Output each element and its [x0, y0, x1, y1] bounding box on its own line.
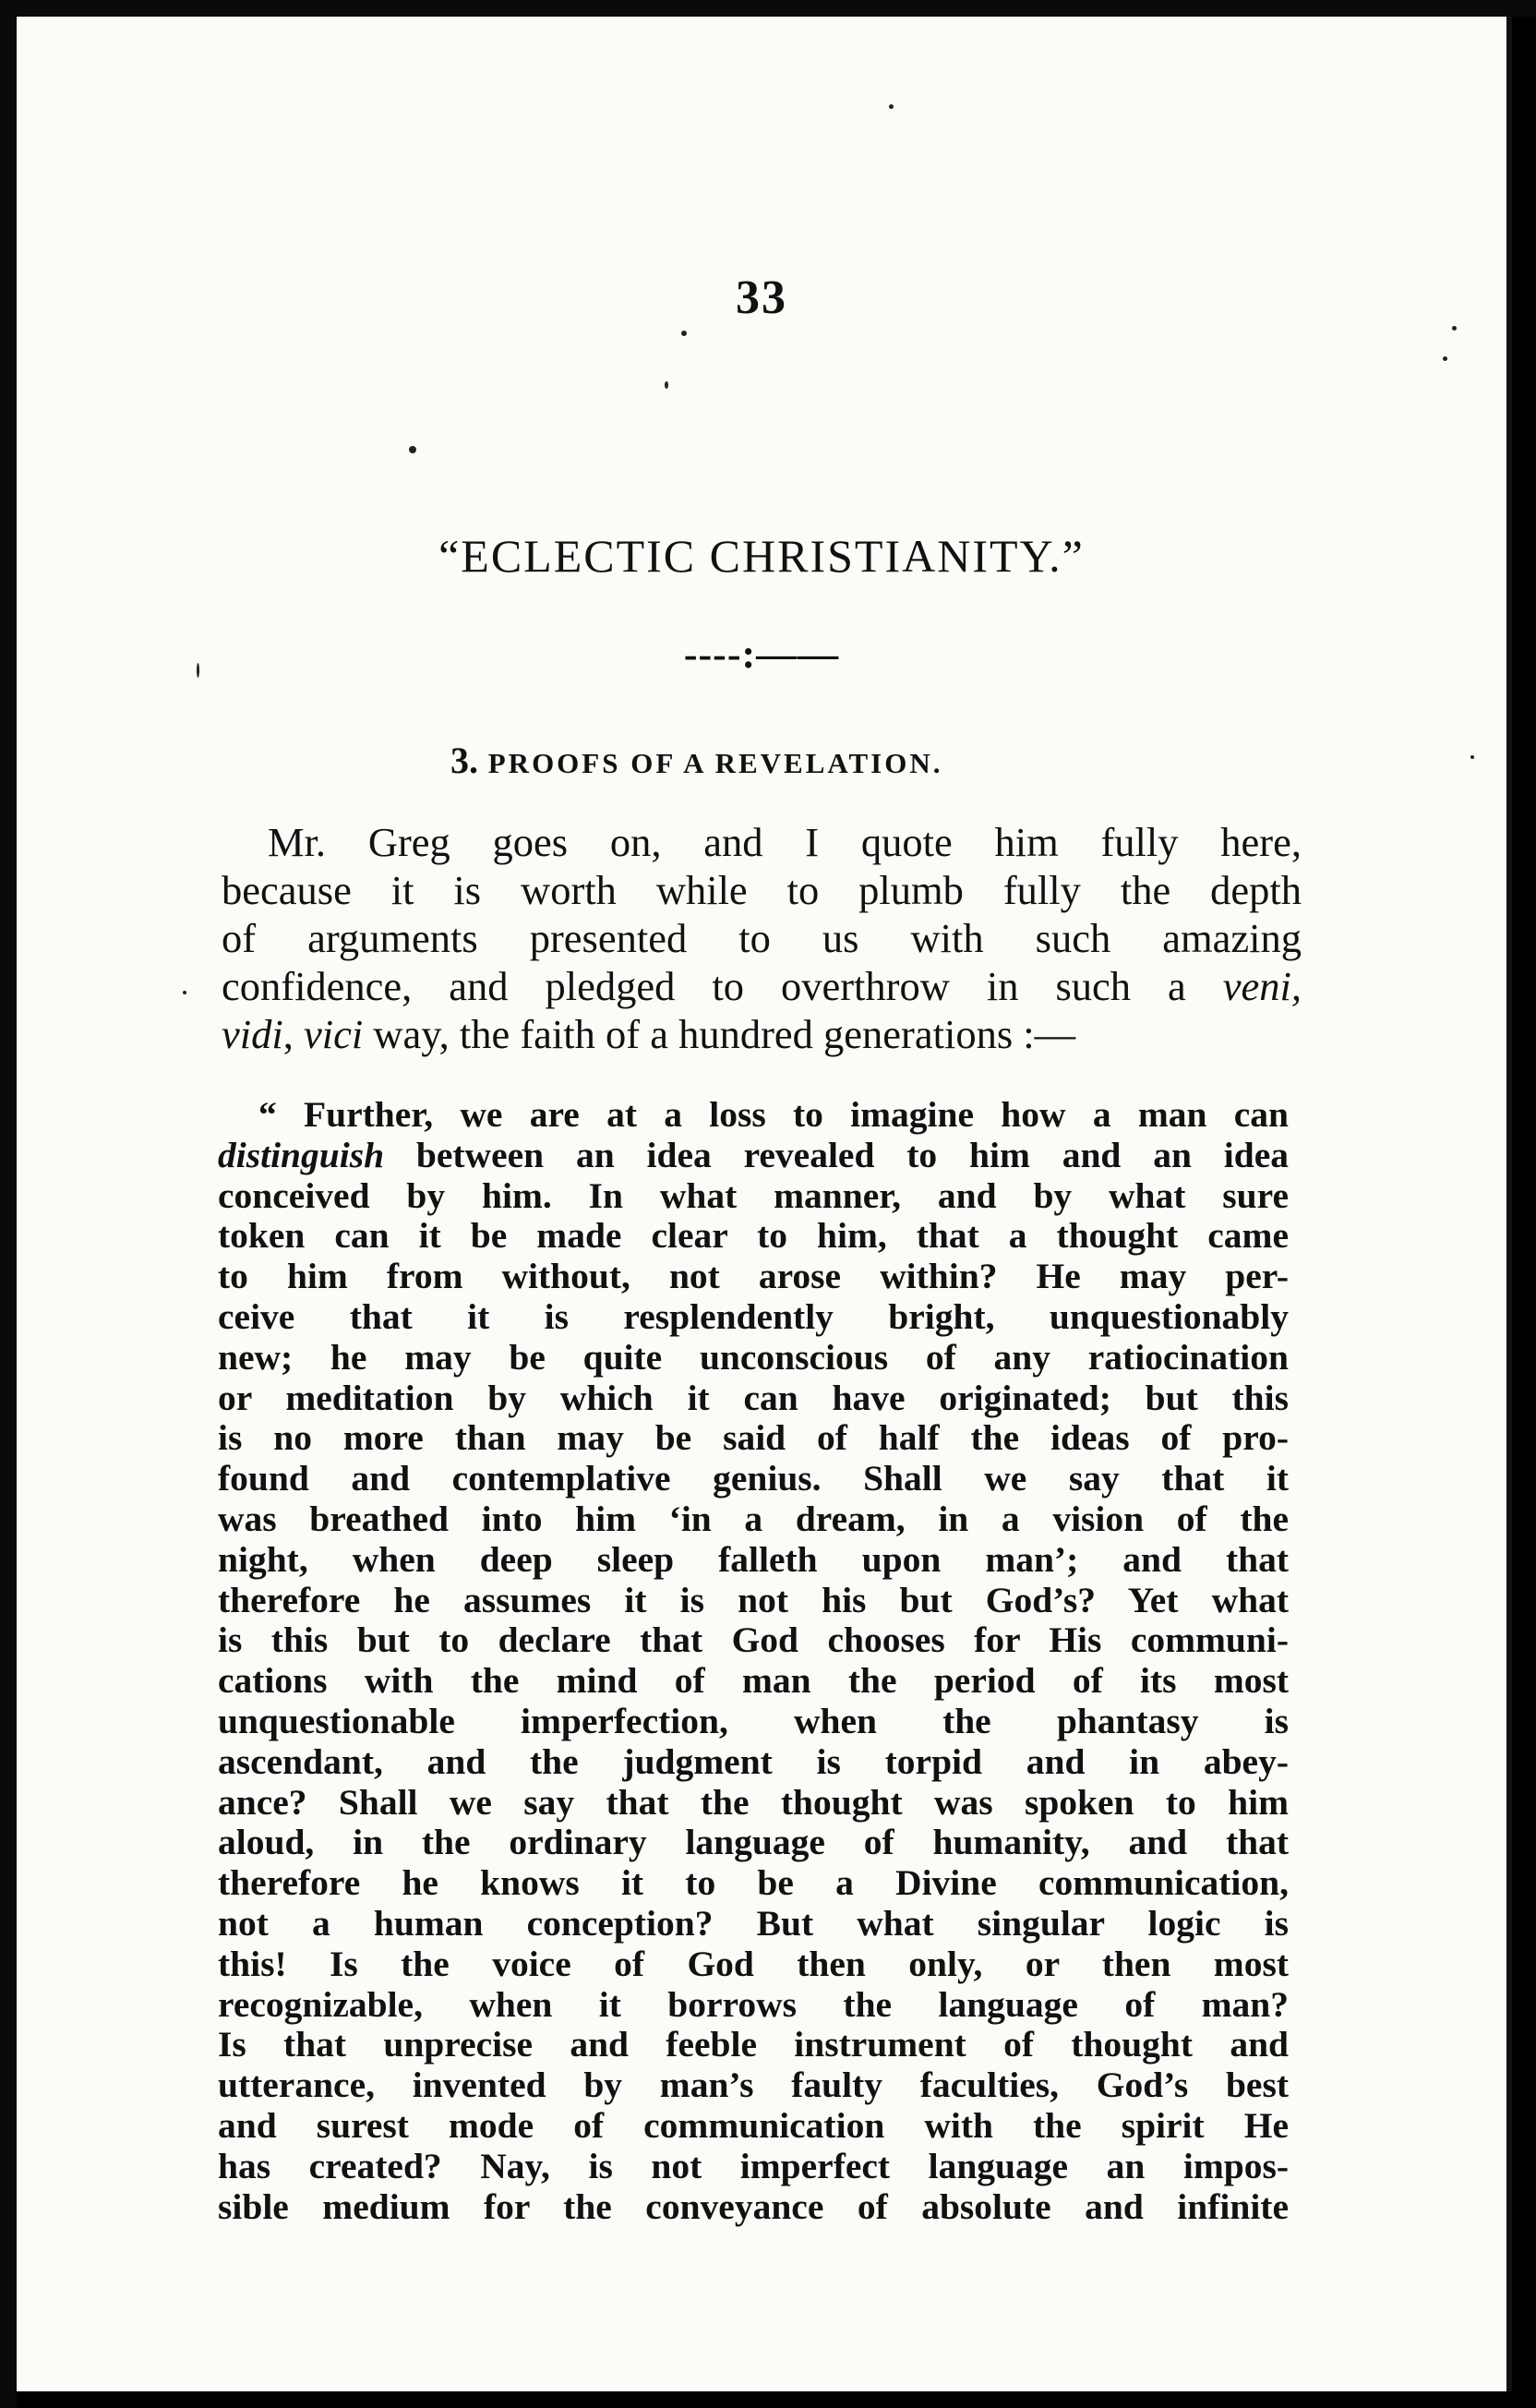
quote-line: found and contemplative genius. Shall we say that it	[218, 1458, 1289, 1499]
quote-line: therefore he knows it to be a Divine communication,	[218, 1862, 1289, 1904]
scan-speck	[665, 381, 668, 389]
quote-line: is this but to declare that God chooses for His communi-	[218, 1619, 1289, 1661]
section-title: PROOFS OF A REVELATION.	[487, 747, 943, 779]
intro-line	[222, 962, 1302, 1010]
quote-line: was breathed into him ‘in a dream, in a vision of the	[218, 1498, 1289, 1539]
quote-line: token can it be made clear to him, that a thought came	[218, 1215, 1289, 1257]
intro-line-text: confidence, and pledged to overthrow in such a	[222, 963, 1186, 1009]
scan-speck	[409, 446, 416, 453]
quote-line: unquestionable imperfection, when the phantasy is	[218, 1700, 1289, 1741]
quote-line: “ Further, we are at a loss to imagine how a man can	[258, 1094, 1289, 1135]
intro-paragraph	[222, 818, 1302, 1058]
quote-line: therefore he assumes it is not his but God’s? Yet what	[218, 1579, 1289, 1620]
quote-line-text: between an idea revealed to him and an idea	[415, 1134, 1290, 1175]
quote-line: to him from without, not arose within? He may per-	[218, 1256, 1289, 1297]
scan-border-left	[0, 0, 17, 2408]
scan-speck	[183, 991, 186, 994]
scan-border-top	[0, 0, 1536, 17]
quote-line: cations with the mind of man the period of its most	[218, 1660, 1289, 1702]
chapter-title: “ECLECTIC CHRISTIANITY.”	[438, 530, 1085, 582]
intro-line: Mr. Greg goes on, and I quote him fully here,	[268, 819, 1302, 865]
quote-line: not a human conception? But what singular logic is	[218, 1902, 1289, 1944]
quote-line: new; he may be quite unconscious of any ratiocination	[218, 1336, 1289, 1378]
intro-line: of arguments presented to us with such amazing	[222, 915, 1302, 961]
quote-line: ceive that it is resplendently bright, unquestionably	[218, 1295, 1289, 1337]
scan-speck	[1443, 356, 1447, 361]
quoted-passage	[218, 1095, 1289, 2227]
quote-line: aloud, in the ordinary language of humanity, and that	[218, 1822, 1289, 1863]
section-number: 3.	[450, 740, 478, 781]
quote-line	[218, 1136, 1289, 1176]
quote-line: utterance, invented by man’s faulty faculties, God’s best	[218, 2065, 1289, 2106]
intro-line: because it is worth while to plumb fully the depth	[222, 867, 1302, 913]
quote-line: Is that unprecise and feeble instrument of thought and	[218, 2024, 1289, 2065]
scan-speck	[1452, 326, 1457, 331]
quote-line: this! Is the voice of God then only, or then most	[218, 1943, 1289, 1984]
book-page	[17, 17, 1512, 2391]
scan-speck	[1470, 755, 1474, 759]
quote-line: ance? Shall we say that the thought was spoken to him	[218, 1781, 1289, 1823]
intro-line-text: way, the faith of a hundred generations :—	[373, 1011, 1076, 1057]
scan-speck	[197, 663, 199, 678]
intro-italic-vidi: vidi	[222, 1011, 283, 1057]
title-divider: ----:——	[683, 632, 840, 677]
section-heading	[450, 739, 942, 782]
intro-comma: ,	[282, 1011, 294, 1057]
quote-line: ascendant, and the judgment is torpid and in abey-	[218, 1740, 1289, 1782]
quote-line: is no more than may be said of half the ideas of pro-	[218, 1417, 1289, 1459]
quote-line: and surest mode of communication with the spirit He	[218, 2104, 1289, 2146]
quote-line: has created? Nay, is not imperfect language an impos-	[218, 2145, 1289, 2186]
quote-line: sible medium for the conveyance of absolute and infinite	[218, 2185, 1289, 2227]
quote-line: or meditation by which it can have originated; but this	[218, 1377, 1289, 1418]
intro-italic-veni: veni,	[1222, 963, 1302, 1009]
scan-speck	[889, 104, 894, 109]
quote-line: recognizable, when it borrows the language of man?	[218, 1983, 1289, 2025]
scan-speck	[681, 331, 687, 336]
quote-italic-distinguish: distinguish	[218, 1134, 385, 1175]
intro-italic-vici: vici	[303, 1011, 364, 1057]
intro-line	[222, 1010, 1302, 1058]
quote-line: night, when deep sleep falleth upon man’; and that	[218, 1538, 1289, 1580]
quote-line: conceived by him. In what manner, and by what sure	[218, 1174, 1289, 1216]
page-number: 33	[736, 271, 787, 324]
